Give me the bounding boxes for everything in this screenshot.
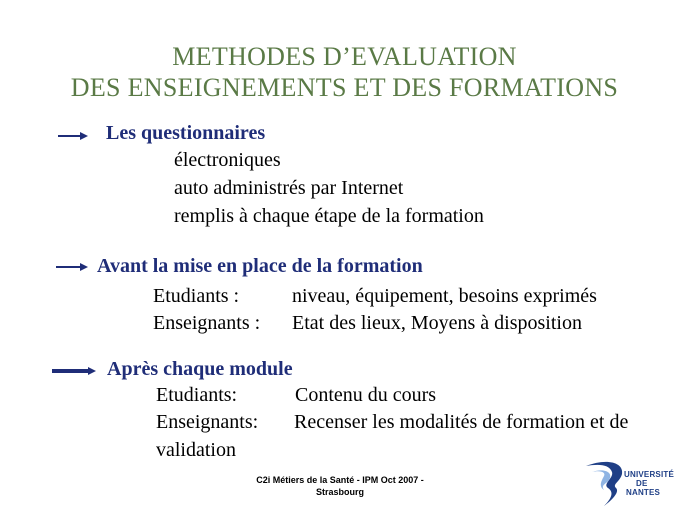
row-label-enseignants: Enseignants : (153, 312, 261, 334)
row-value-etudiants: Contenu du cours (295, 384, 437, 406)
logo-text-line-2: DE (636, 479, 648, 488)
row-label-enseignants: Enseignants: (156, 411, 259, 433)
arrow-right-icon (56, 263, 88, 271)
arrow-right-icon (58, 132, 88, 140)
row-continuation: validation (156, 439, 236, 461)
row-value-etudiants: niveau, équipement, besoins exprimés (292, 285, 597, 307)
list-item: auto administrés par Internet (174, 177, 404, 199)
row-value-enseignants: Etat des lieux, Moyens à disposition (292, 312, 582, 334)
slide-title-line-1: METHODES D’EVALUATION (172, 42, 517, 71)
row-label-etudiants: Etudiants : (153, 285, 240, 307)
list-item: remplis à chaque étape de la formation (174, 205, 484, 227)
row-value-enseignants: Recenser les modalités de formation et de (294, 411, 629, 433)
row-label-etudiants: Etudiants: (156, 384, 238, 406)
slide-footer (200, 474, 480, 498)
section-heading-apres-module: Après chaque module (107, 358, 293, 380)
slide-title-line-2: DES ENSEIGNEMENTS ET DES FORMATIONS (70, 73, 619, 102)
arrow-right-icon (52, 367, 96, 375)
logo-text-line-3: NANTES (626, 488, 661, 497)
section-heading-questionnaires: Les questionnaires (106, 122, 266, 144)
universite-de-nantes-logo (582, 458, 682, 508)
footer-line-2: Strasbourg (315, 487, 364, 497)
section-heading-avant-formation: Avant la mise en place de la formation (97, 255, 423, 277)
swirl-logo-icon (582, 458, 682, 508)
list-item: électroniques (174, 149, 281, 171)
logo-text-line-1: UNIVERSITÉ (624, 470, 675, 479)
footer-line-1: C2i Métiers de la Santé - IPM Oct 2007 - (256, 475, 424, 485)
